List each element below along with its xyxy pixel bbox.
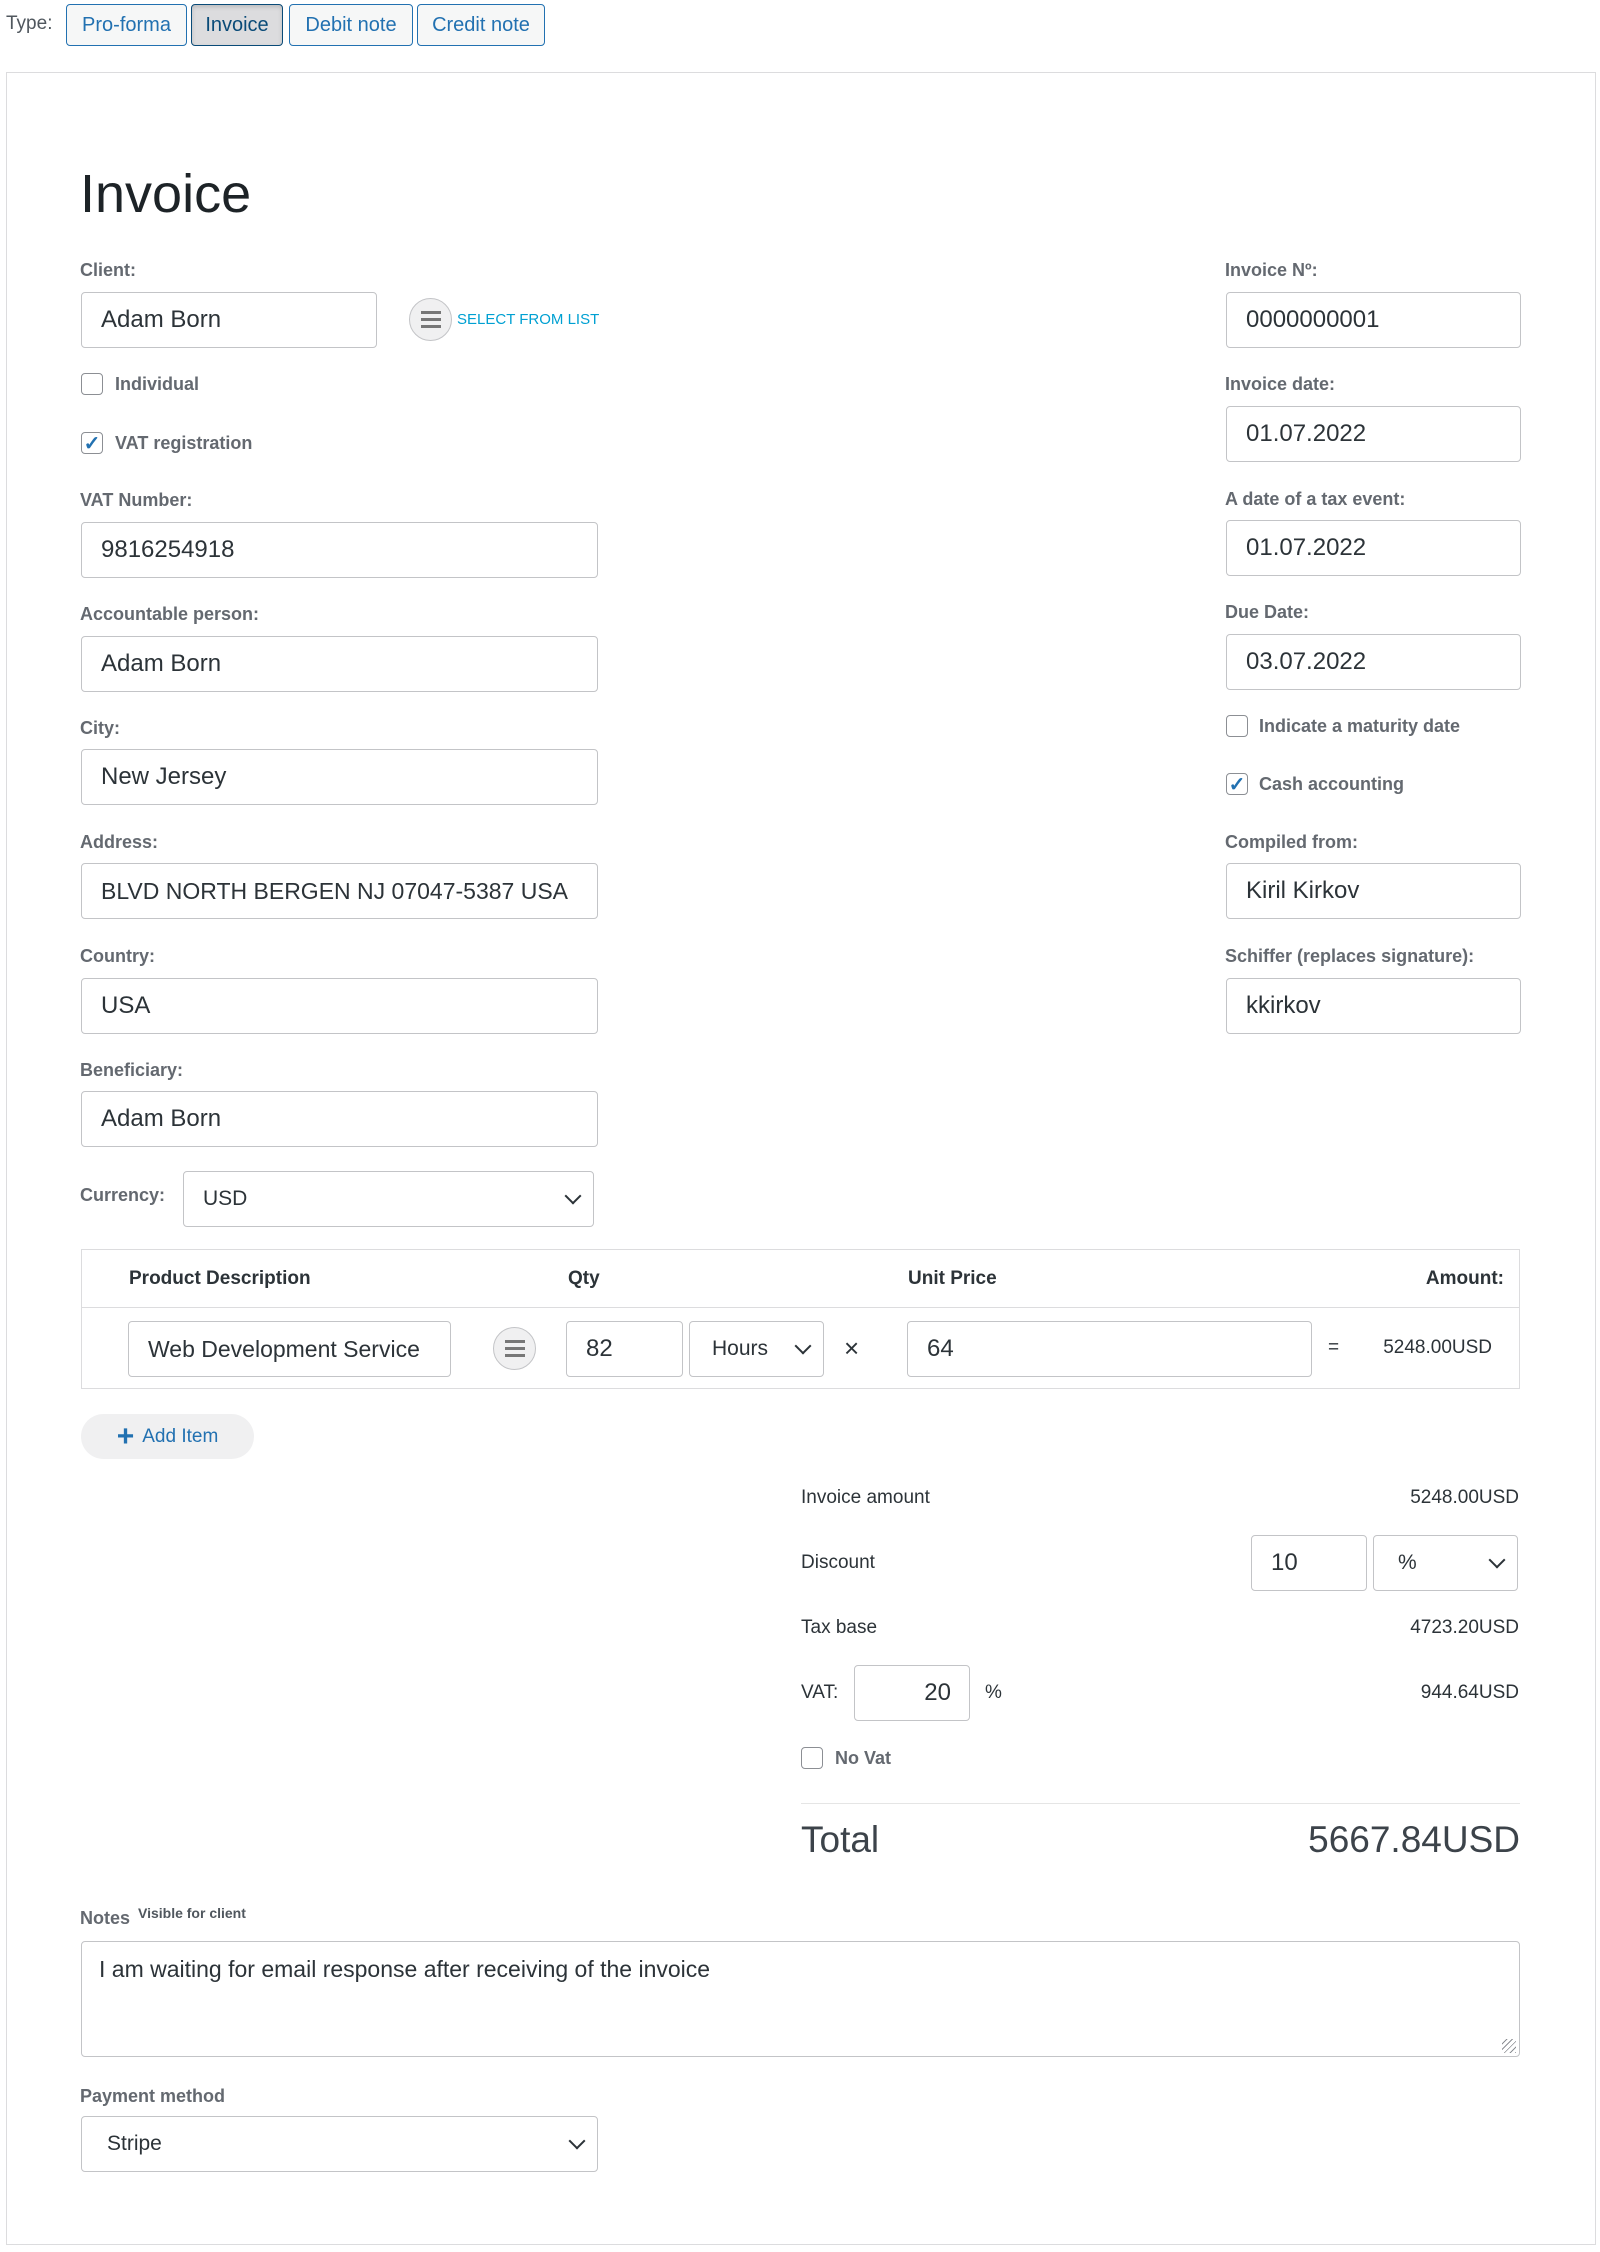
compiled-from-input[interactable]: Kiril Kirkov — [1226, 863, 1521, 919]
header-amount: Amount: — [1425, 1268, 1504, 1289]
cash-accounting-checkbox[interactable] — [1226, 773, 1248, 795]
vat-percent-sign: % — [985, 1682, 1002, 1703]
address-label: Address: — [80, 832, 159, 852]
type-debit-note-button[interactable]: Debit note — [289, 4, 413, 46]
beneficiary-label: Beneficiary: — [80, 1060, 184, 1080]
city-input[interactable]: New Jersey — [81, 749, 598, 805]
maturity-date-label: Indicate a maturity date — [1259, 716, 1461, 736]
discount-label: Discount — [801, 1552, 875, 1573]
notes-label: Notes — [80, 1908, 131, 1928]
due-date-label: Due Date: — [1225, 602, 1310, 622]
times-icon: × — [844, 1333, 860, 1363]
chevron-down-icon — [569, 2133, 586, 2150]
chevron-down-icon — [1489, 1552, 1506, 1569]
invoice-date-label: Invoice date: — [1225, 374, 1336, 394]
vat-rate-input[interactable]: 20 — [854, 1665, 970, 1721]
resize-handle-icon[interactable] — [1502, 2039, 1516, 2053]
country-input[interactable]: USA — [81, 978, 598, 1034]
schiffer-input[interactable]: kkirkov — [1226, 978, 1521, 1034]
currency-label: Currency: — [80, 1185, 166, 1205]
cash-accounting-label: Cash accounting — [1259, 774, 1405, 794]
tax-event-date-input[interactable]: 01.07.2022 — [1226, 520, 1521, 576]
select-from-list-button[interactable] — [409, 298, 452, 341]
notes-textarea[interactable] — [81, 1941, 1520, 2057]
total-value: 5667.84USD — [1308, 1819, 1520, 1860]
item-qty-input[interactable]: 82 — [566, 1321, 683, 1377]
individual-label: Individual — [115, 374, 200, 394]
type-label: Type: — [6, 13, 53, 34]
city-label: City: — [80, 718, 120, 738]
invoice-number-label: Invoice Nº: — [1225, 260, 1318, 280]
summary-divider — [801, 1803, 1520, 1804]
vat-label: VAT: — [801, 1682, 839, 1703]
compiled-from-label: Compiled from: — [1225, 832, 1358, 852]
no-vat-checkbox[interactable] — [801, 1747, 823, 1769]
list-icon — [421, 311, 441, 314]
checkmark-icon: ✓ — [1228, 773, 1246, 796]
discount-type-value: % — [1398, 1551, 1417, 1574]
vat-registration-checkbox[interactable] — [81, 432, 103, 454]
item-description-input[interactable]: Web Development Service — [128, 1321, 451, 1377]
client-input[interactable]: Adam Born — [81, 292, 377, 348]
payment-method-value: Stripe — [107, 2132, 162, 2155]
item-select-button[interactable] — [493, 1327, 536, 1370]
checkmark-icon: ✓ — [83, 432, 101, 455]
item-amount: 5248.00USD — [1383, 1337, 1492, 1358]
accountable-person-label: Accountable person: — [80, 604, 260, 624]
item-unit-select[interactable] — [689, 1321, 824, 1377]
accountable-person-input[interactable]: Adam Born — [81, 636, 598, 692]
vat-registration-label: VAT registration — [115, 433, 253, 453]
schiffer-label: Schiffer (replaces signature): — [1225, 946, 1475, 966]
invoice-number-input[interactable]: 0000000001 — [1226, 292, 1521, 348]
maturity-date-checkbox[interactable] — [1226, 715, 1248, 737]
discount-input[interactable]: 10 — [1251, 1535, 1367, 1591]
vat-number-label: VAT Number: — [80, 490, 193, 510]
discount-type-select[interactable] — [1373, 1535, 1518, 1591]
payment-method-label: Payment method — [80, 2086, 226, 2106]
tax-event-date-label: A date of a tax event: — [1225, 489, 1406, 509]
currency-value: USD — [203, 1187, 248, 1210]
add-item-button[interactable] — [81, 1414, 254, 1459]
address-input[interactable]: BLVD NORTH BERGEN NJ 07047-5387 USA — [81, 863, 598, 919]
invoice-amount-value: 5248.00USD — [1410, 1487, 1519, 1508]
client-label: Client: — [80, 260, 136, 280]
notes-value: I am waiting for email response after receiving of the invoice — [99, 1956, 711, 1982]
due-date-input[interactable]: 03.07.2022 — [1226, 634, 1521, 690]
unit-value: Hours — [712, 1337, 769, 1360]
notes-hint: Visible for client — [138, 1905, 246, 1921]
type-credit-note-button[interactable]: Credit note — [417, 4, 545, 46]
country-label: Country: — [80, 946, 155, 966]
chevron-down-icon — [795, 1338, 812, 1355]
no-vat-label: No Vat — [835, 1748, 892, 1768]
payment-method-select[interactable] — [81, 2116, 598, 2172]
type-invoice-button[interactable]: Invoice — [191, 4, 283, 46]
item-unit-price-input[interactable]: 64 — [907, 1321, 1312, 1377]
vat-amount-value: 944.64USD — [1420, 1682, 1519, 1703]
header-product-description: Product Description — [129, 1268, 311, 1289]
chevron-down-icon — [565, 1188, 582, 1205]
individual-checkbox[interactable] — [81, 373, 103, 395]
list-icon — [505, 1340, 525, 1343]
currency-select[interactable] — [183, 1171, 594, 1227]
total-label: Total — [801, 1819, 880, 1860]
equals-sign: = — [1328, 1337, 1340, 1358]
plus-icon: + — [116, 1419, 135, 1453]
select-from-list-link[interactable]: SELECT FROM LIST — [457, 311, 600, 328]
invoice-amount-label: Invoice amount — [801, 1487, 930, 1508]
header-qty: Qty — [568, 1268, 600, 1289]
page-title: Invoice — [80, 164, 252, 224]
vat-number-input[interactable]: 9816254918 — [81, 522, 598, 578]
type-pro-forma-button[interactable]: Pro-forma — [66, 4, 187, 46]
tax-base-label: Tax base — [801, 1617, 878, 1638]
beneficiary-input[interactable]: Adam Born — [81, 1091, 598, 1147]
add-item-label: Add Item — [142, 1425, 219, 1447]
invoice-date-input[interactable]: 01.07.2022 — [1226, 406, 1521, 462]
header-unit-price: Unit Price — [908, 1268, 997, 1289]
tax-base-value: 4723.20USD — [1410, 1617, 1519, 1638]
